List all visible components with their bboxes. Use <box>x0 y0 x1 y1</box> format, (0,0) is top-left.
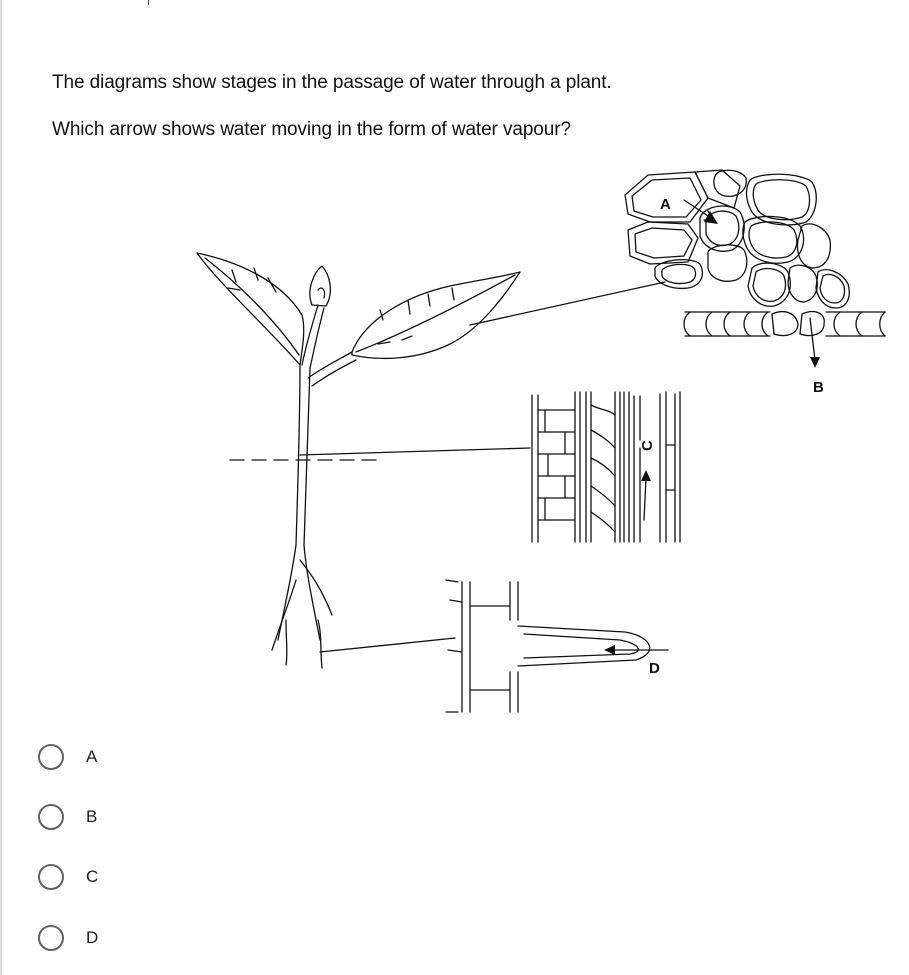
label-a: A <box>660 196 671 213</box>
question-text-line-1: The diagrams show stages in the passage of water through a plant. <box>52 72 612 93</box>
option-label: D <box>86 928 99 947</box>
label-c: C <box>639 440 656 451</box>
radio-unchecked-icon[interactable] <box>38 744 64 770</box>
option-b[interactable] <box>38 801 97 833</box>
label-d: D <box>649 660 660 677</box>
radio-unchecked-icon[interactable] <box>38 864 64 890</box>
option-label: A <box>86 747 98 766</box>
option-label: B <box>86 807 98 826</box>
option-c[interactable] <box>38 861 98 893</box>
label-b: B <box>813 379 824 396</box>
radio-unchecked-icon[interactable] <box>38 925 64 951</box>
plant-water-transport-diagram <box>180 165 900 725</box>
option-label: C <box>86 867 99 886</box>
option-d[interactable] <box>38 922 98 954</box>
question-text-line-2: Which arrow shows water moving in the form of water vapour? <box>52 119 571 140</box>
connector-lines <box>230 282 665 652</box>
xylem-diagram <box>532 392 680 542</box>
card-left-border <box>0 0 2 975</box>
root-hair-cell-diagram <box>446 580 668 712</box>
radio-unchecked-icon[interactable] <box>38 804 64 830</box>
option-a[interactable] <box>38 741 97 773</box>
top-edge-mark <box>148 0 149 5</box>
